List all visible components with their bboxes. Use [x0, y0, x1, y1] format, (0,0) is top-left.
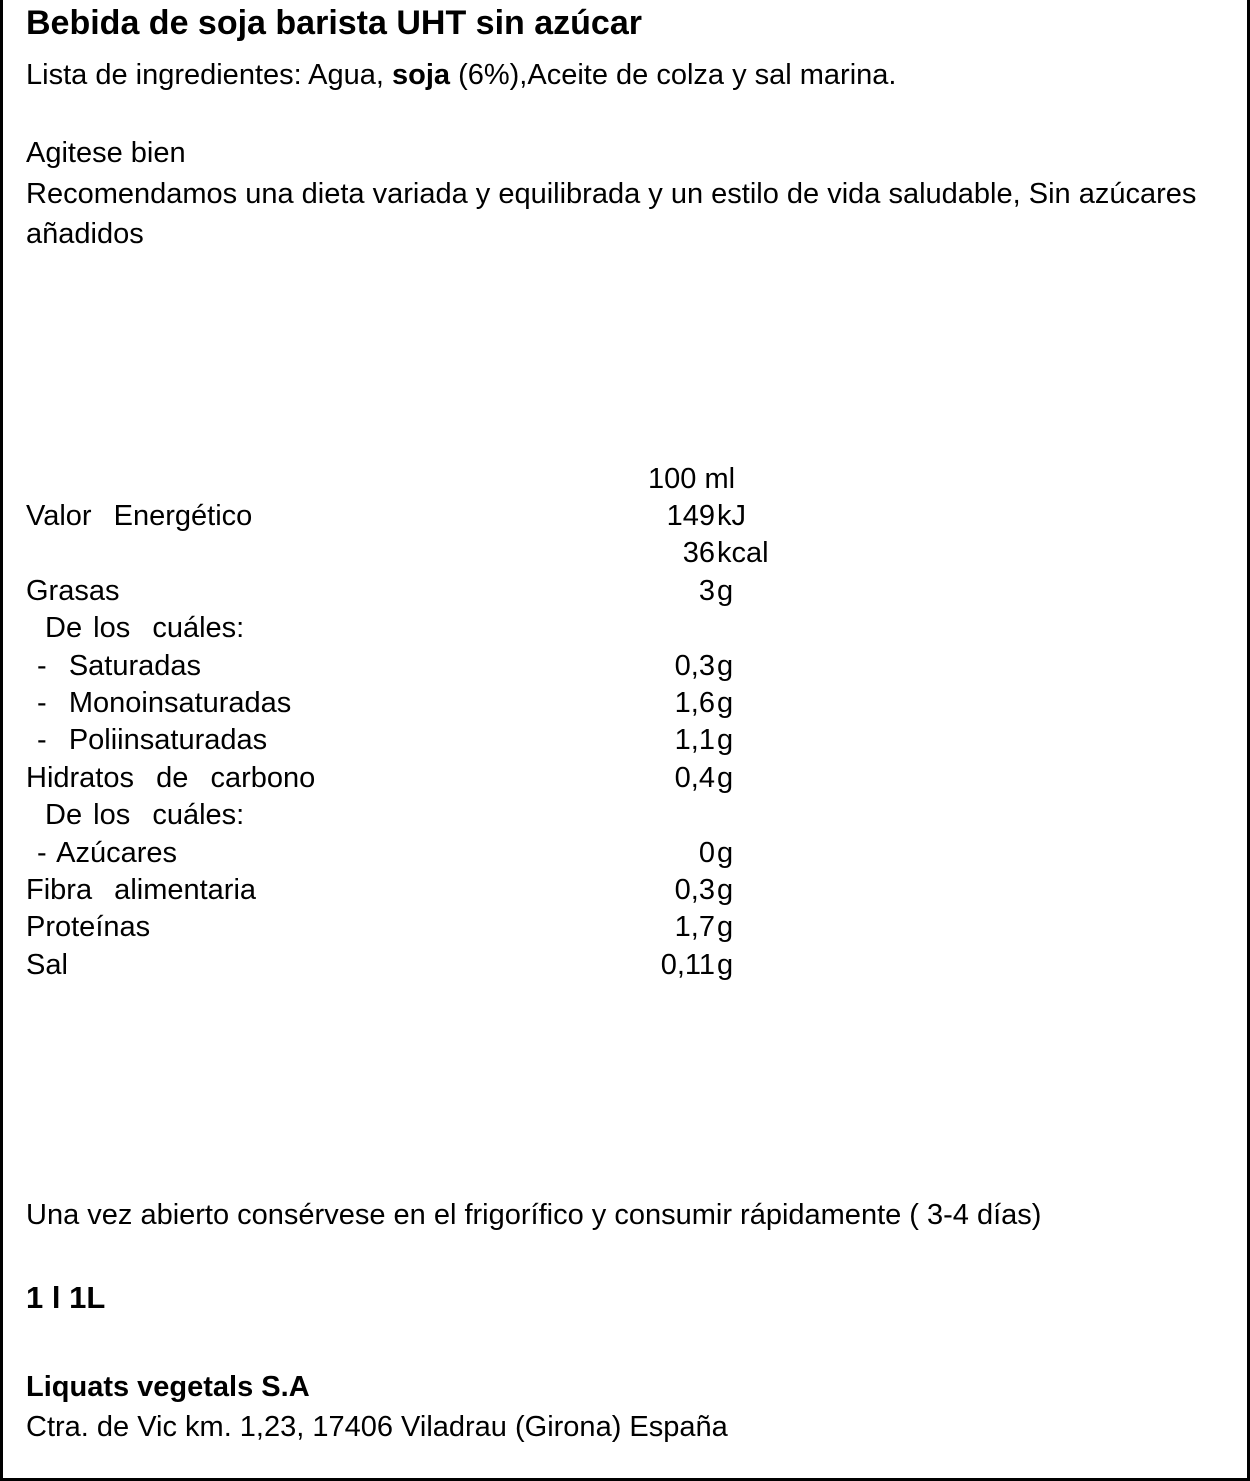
- nutrition-unit: g: [717, 687, 734, 719]
- nutrition-label: Fibra alimentaria: [26, 874, 257, 906]
- nutrition-label: Sal: [26, 948, 68, 981]
- nutrition-value: 0,4: [674, 761, 715, 794]
- nutrition-label: Grasas: [26, 574, 120, 607]
- nutrition-value: 36: [682, 537, 715, 570]
- ingredients-suffix: (6%),Aceite de colza y sal marina.: [450, 59, 897, 91]
- nutrition-label: - Saturadas: [26, 649, 202, 682]
- nutrition-row: [0, 796, 1250, 834]
- nutrition-row: [0, 534, 1250, 572]
- nutrition-label: Valor Energético: [26, 500, 253, 532]
- dietary-advice: Recomendamos una dieta variada y equilibrada y un estilo de vida saludable, Sin azúcares añadidos: [26, 178, 1197, 250]
- nutrition-row: [0, 572, 1250, 610]
- nutrition-row: [0, 946, 1250, 984]
- volume: 1 l 1L: [26, 1280, 106, 1315]
- nutrition-unit: g: [717, 874, 734, 906]
- ingredients-list: [26, 56, 896, 94]
- nutrition-value: 1,1: [674, 724, 715, 757]
- nutrition-value: 1,6: [674, 687, 715, 719]
- company-name: Liquats vegetals S.A: [26, 1371, 310, 1403]
- nutrition-label: Hidratos de carbono: [26, 761, 316, 794]
- nutrition-value: 1,7: [674, 911, 715, 944]
- nutrition-header-row: [0, 460, 1250, 498]
- nutrition-label: - Poliinsaturadas: [26, 724, 268, 757]
- nutrition-label: De los cuáles:: [45, 612, 245, 645]
- nutrition-unit: g: [717, 649, 734, 682]
- nutrition-unit: g: [717, 911, 734, 944]
- nutrition-row: [0, 609, 1250, 647]
- nutrition-unit: kJ: [717, 500, 746, 532]
- nutrition-unit: kcal: [717, 537, 769, 570]
- nutrition-value: 0,11: [660, 948, 715, 981]
- nutrition-value: 0: [698, 836, 715, 869]
- nutrition-row: [0, 908, 1250, 946]
- nutrition-unit: g: [717, 948, 734, 981]
- storage-instructions: Una vez abierto consérvese en el frigorífico y consumir rápidamente ( 3-4 días): [26, 1199, 1042, 1231]
- nutrition-row: [0, 759, 1250, 797]
- nutrition-value: 0,3: [674, 649, 715, 682]
- product-title: Bebida de soja barista UHT sin azúcar: [26, 4, 642, 42]
- shake-note: Agitese bien: [26, 137, 186, 169]
- nutrition-unit: g: [717, 724, 734, 757]
- nutrition-row: [0, 871, 1250, 909]
- ingredients-prefix: Lista de ingredientes: Agua,: [26, 59, 392, 91]
- nutrition-row: [0, 497, 1250, 535]
- nutrition-unit: g: [717, 761, 734, 794]
- nutrition-value: 0,3: [674, 874, 715, 906]
- nutrition-column-header: 100 ml: [648, 463, 736, 495]
- company-address: Ctra. de Vic km. 1,23, 17406 Viladrau (Girona) España: [26, 1411, 728, 1443]
- nutrition-value: 149: [666, 500, 715, 532]
- nutrition-value: 3: [698, 574, 715, 607]
- nutrition-row: [0, 684, 1250, 722]
- nutrition-row: [0, 721, 1250, 759]
- nutrition-unit: g: [717, 574, 734, 607]
- nutrition-label: - Azúcares: [26, 836, 178, 869]
- ingredients-allergen: soja: [391, 59, 451, 91]
- nutrition-label: - Monoinsaturadas: [26, 687, 292, 719]
- nutrition-row: [0, 834, 1250, 872]
- nutrition-unit: g: [717, 836, 734, 869]
- nutrition-row: [0, 647, 1250, 685]
- nutrition-label: Proteínas: [26, 911, 151, 944]
- nutrition-label: De los cuáles:: [45, 799, 245, 832]
